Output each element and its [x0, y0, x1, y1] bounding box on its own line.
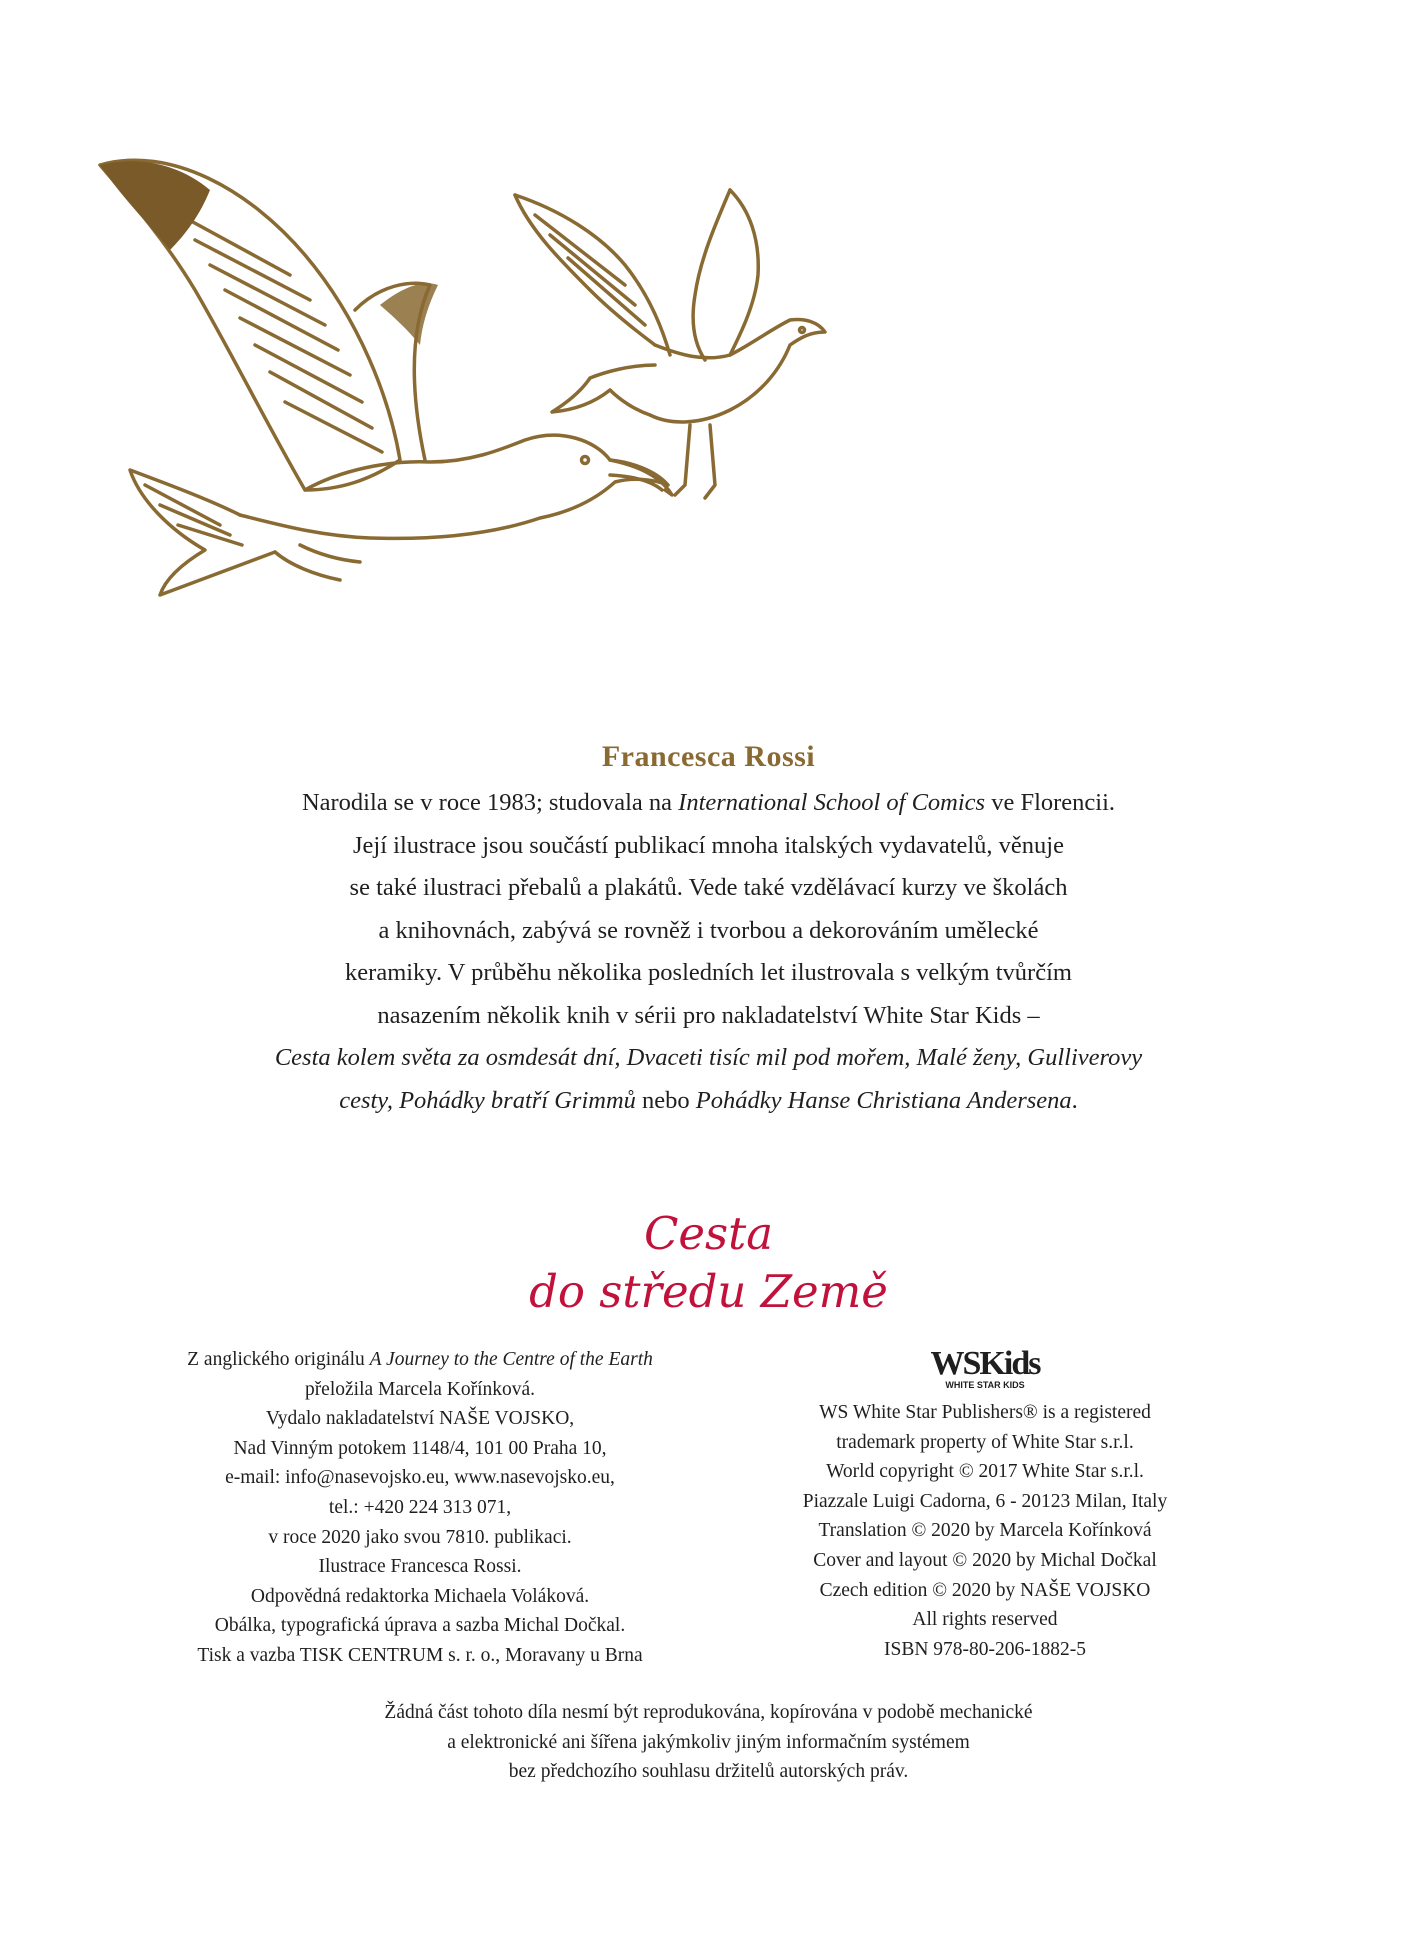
imprint-line: trademark property of White Star s.r.l. [836, 1431, 1134, 1453]
imprint-line: All rights reserved [912, 1609, 1058, 1631]
imprint-line: Ilustrace Francesca Rossi. [318, 1556, 522, 1578]
bio-text: . [1071, 1086, 1078, 1114]
imprint-english [765, 1340, 1205, 1664]
bio-line [180, 1037, 1237, 1080]
bio-line: nasazením několik knih v sérii pro nakladatelství White Star Kids – [377, 1001, 1040, 1029]
ws-kids-logo-icon [925, 1340, 1045, 1392]
imprint-line: v roce 2020 jako svou 7810. publikaci. [268, 1526, 572, 1548]
imprint-line: Odpovědná redaktorka Michaela Voláková. [250, 1585, 590, 1607]
imprint-line: Vydalo nakladatelství NAŠE VOJSKO, [265, 1408, 575, 1430]
imprint-text: Z anglického originálu [187, 1349, 370, 1370]
original-title: A Journey to the Centre of the Earth [369, 1349, 653, 1370]
bio-text: nebo [635, 1086, 696, 1114]
bio-italic-text: cesty, Pohádky bratří Grimmů [339, 1086, 636, 1114]
notice-line: Žádná část tohoto díla nesmí být reprodukována, kopírována v podobě mechanické [384, 1702, 1033, 1723]
two-seagulls-icon [90, 140, 830, 640]
isbn: ISBN 978-80-206-1882-5 [883, 1638, 1087, 1660]
imprint-line: Piazzale Luigi Cadorna, 6 - 20123 Milan, Italy [802, 1490, 1168, 1512]
notice-line: a elektronické ani šířena jakýmkoliv jiným informačním systémem [447, 1731, 970, 1753]
imprint-line: přeložila Marcela Kořínková. [304, 1378, 536, 1400]
book-title [0, 1205, 1417, 1321]
bio-italic-text: Cesta kolem světa za osmdesát dní, Dvaceti tisíc mil pod mořem, Malé ženy, Gulliverovy [274, 1044, 1143, 1071]
book-title-line-2: do středu Země [529, 1265, 888, 1318]
bio-italic-text: International School of Comics [678, 789, 986, 816]
imprint-line: tel.: +420 224 313 071, [328, 1496, 512, 1518]
author-bio [180, 740, 1237, 1122]
imprint-line: Czech edition © 2020 by NAŠE VOJSKO [819, 1579, 1151, 1601]
logo-subtext: WHITE STAR KIDS [945, 1380, 1025, 1390]
bio-text: ve Florencii. [985, 789, 1116, 816]
bio-line: a knihovnách, zabývá se rovněž i tvorbou a dekorováním umělecké [378, 916, 1039, 944]
logo-text: WSKids [930, 1345, 1040, 1382]
imprint-czech [150, 1345, 690, 1671]
copyright-notice [0, 1698, 1417, 1787]
notice-line: bez předchozího souhlasu držitelů autorských práv. [508, 1761, 909, 1783]
bio-line [180, 1080, 1237, 1123]
bio-line: Její ilustrace jsou součástí publikací mnoha italských vydavatelů, věnuje [352, 831, 1064, 859]
bio-line [180, 782, 1237, 825]
bio-text: Narodila se v roce 1983; studovala na [301, 789, 679, 816]
imprint-line: World copyright © 2017 White Star s.r.l. [826, 1461, 1144, 1483]
imprint-line: WS White Star Publishers® is a registered [819, 1402, 1151, 1423]
bio-line: keramiky. V průběhu několika posledních let ilustrovala s velkým tvůrčím [345, 959, 1072, 986]
imprint-line: Obálka, typografická úprava a sazba Michal Dočkal. [214, 1615, 626, 1637]
imprint-line: Translation © 2020 by Marcela Kořínková [818, 1520, 1152, 1542]
imprint-line: e-mail: info@nasevojsko.eu, www.nasevojsko.eu, [225, 1467, 615, 1489]
imprint-line: Nad Vinným potokem 1148/4, 101 00 Praha 10, [233, 1437, 607, 1459]
book-title-line-1: Cesta [643, 1207, 774, 1260]
bio-line: se také ilustraci přebalů a plakátů. Vede také vzdělávací kurzy ve školách [349, 874, 1068, 901]
author-name: Francesca Rossi [601, 740, 816, 773]
imprint-line: Cover and layout © 2020 by Michal Dočkal [813, 1549, 1157, 1571]
bio-italic-text: Pohádky Hanse Christiana Andersena [695, 1086, 1072, 1114]
imprint-line: Tisk a vazba TISK CENTRUM s. r. o., Moravany u Brna [197, 1644, 643, 1666]
imprint-line [150, 1345, 690, 1375]
